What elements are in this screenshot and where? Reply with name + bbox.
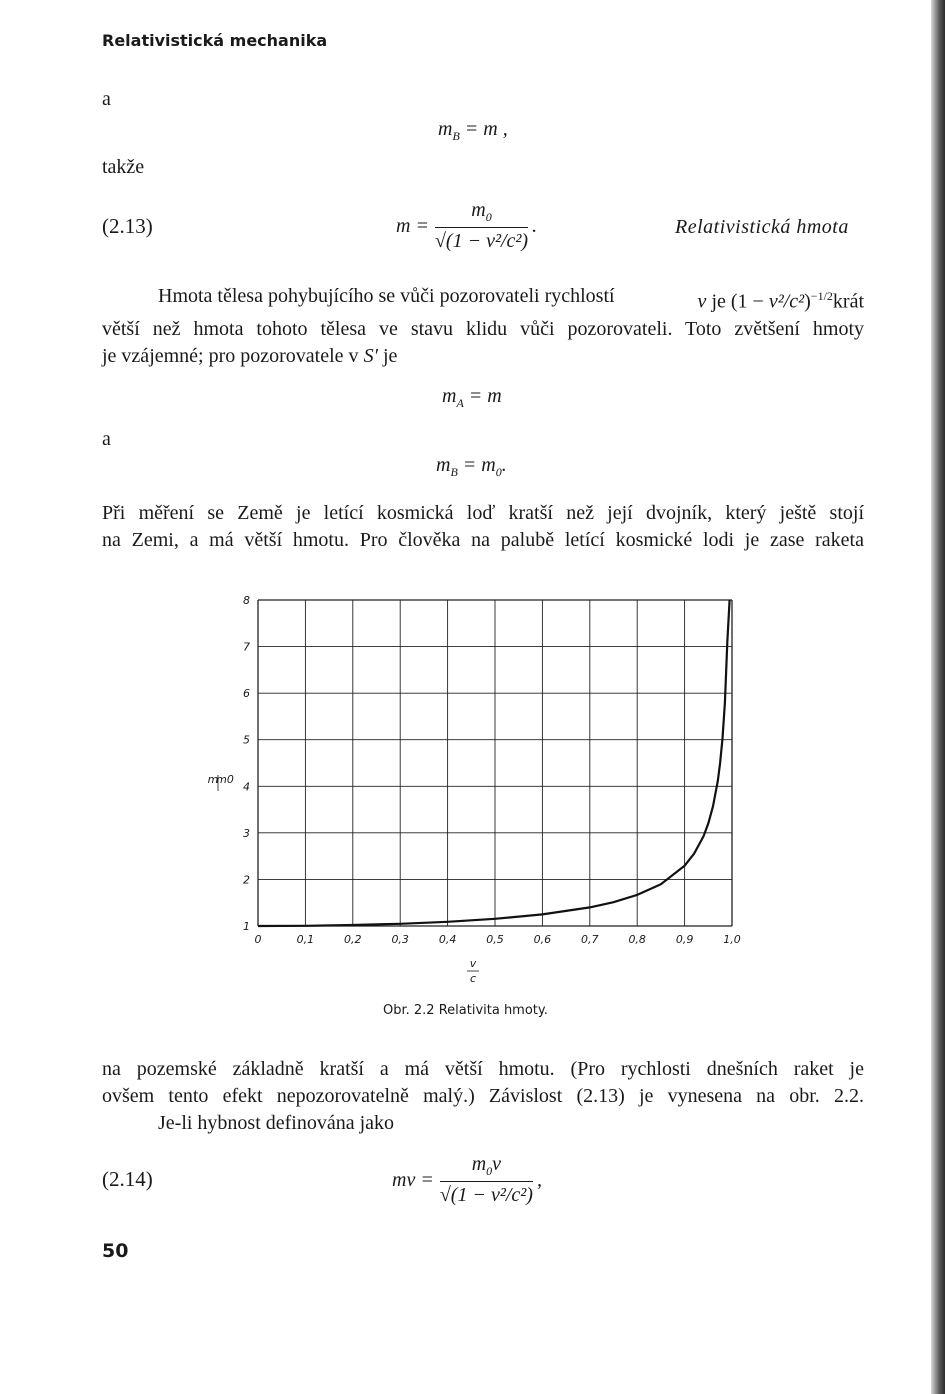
page-number: 50 — [102, 1240, 129, 1262]
y-tick-label: 6 — [243, 687, 250, 701]
svg-text:c: c — [469, 972, 477, 985]
eq213-lhs: m = — [396, 214, 429, 237]
connector-a-2: a — [102, 428, 111, 450]
paragraph-1: Hmota tělesa pohybujícího se vůči pozorovateli rychlostí v je $(1 - v^2/c^2)^{-1/2}krát$ větší než hmota tohoto tělesa ve stavu klidu vůči pozorovateli. Toto zvětšení hmoty je vzájemné; pro pozorovatele v S′ je — [102, 285, 864, 367]
x-tick-label: 0,4 — [438, 933, 457, 946]
paragraph-3: na pozemské základně kratší a má větší hmotu. (Pro rychlosti dnešních raket je ovšem tento efekt nepozorovatelně malý.) Závislost (2.13) je vynesena na obr. 2.2. Je-li hybnost definována jako — [102, 1058, 864, 1134]
chart-x-axis-label — [467, 957, 479, 985]
x-tick-label: 0 — [254, 933, 262, 946]
svg-text:m0: m0 — [216, 773, 234, 786]
equation-mb-equals-m: $m_B = m$ , — [438, 118, 508, 143]
svg-text:m: m — [207, 773, 219, 786]
chart-grid — [258, 600, 732, 926]
running-header: Relativistická mechanika — [102, 31, 328, 50]
page-edge-shadow — [931, 0, 945, 1394]
connector-a-1: a — [102, 88, 111, 110]
chart-y-ticks — [243, 594, 250, 933]
paragraph-2: Při měření se Země je letící kosmická loď kratší než její dvojník, který ještě stojí na Zemi, a má větší hmotu. Pro člověka na palubě letící kosmické lodi je zase raketa — [102, 502, 864, 551]
x-tick-label: 0,6 — [533, 933, 552, 946]
equation-ma-equals-m: $m_A = m$ — [442, 385, 502, 410]
x-tick-label: 0,1 — [296, 933, 315, 946]
y-tick-label: 3 — [243, 826, 250, 840]
x-tick-label: 0,8 — [628, 933, 646, 946]
y-tick-label: 5 — [243, 733, 250, 747]
y-tick-label: 8 — [243, 594, 250, 607]
eq213-fraction: $\frac{m_0}{\text{√(1 − v²/c²)}}$ — [434, 199, 529, 252]
x-tick-label: 0,7 — [581, 933, 599, 946]
figure-caption: Obr. 2.2 Relativita hmoty. — [383, 1003, 548, 1018]
figure-relativity-of-mass — [195, 585, 765, 985]
svg-text:v: v — [469, 957, 477, 970]
chart-x-ticks — [255, 933, 741, 946]
chart-y-axis-label — [208, 773, 234, 791]
x-tick-label: 0,9 — [675, 933, 694, 946]
x-tick-label: 0,2 — [344, 933, 362, 946]
eq214-fraction: $\frac{m_0v}{\text{√(1 − v²/c²)}}$ — [439, 1153, 533, 1206]
x-tick-label: 1,0 — [723, 933, 741, 946]
y-tick-label: 1 — [243, 920, 250, 933]
x-tick-label: 0,5 — [486, 933, 504, 946]
y-tick-label: 4 — [243, 780, 250, 794]
equation-label-relativisticka-hmota: Relativistická hmota — [675, 216, 849, 238]
equation-mb-equals-m0: $m_B = m_0$. — [436, 454, 507, 479]
x-tick-label: 0,3 — [391, 933, 409, 946]
chart-series-line — [258, 600, 730, 926]
equation-number-2-14: (2.14) — [102, 1167, 153, 1191]
connector-takze: takže — [102, 156, 145, 178]
y-tick-label: 2 — [243, 873, 250, 887]
equation-2-13: m = $\frac{m_0}{\text{√(1 − v²/c²)}}$ . — [396, 199, 538, 252]
equation-2-14: mv = $\frac{m_0v}{\text{√(1 − v²/c²)}}$ , — [392, 1153, 542, 1206]
eq214-lhs: mv = — [392, 1168, 434, 1191]
equation-number-2-13: (2.13) — [102, 214, 153, 238]
y-tick-label: 7 — [243, 640, 250, 654]
